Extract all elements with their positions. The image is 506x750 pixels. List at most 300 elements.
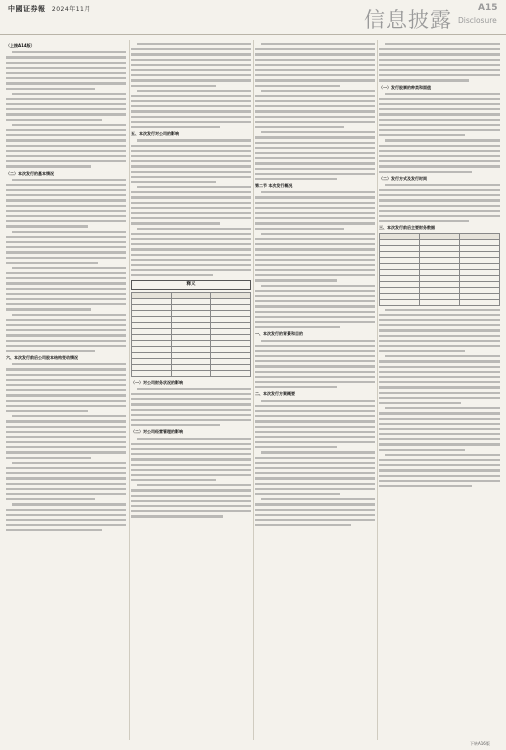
text-line bbox=[131, 222, 220, 224]
text-line bbox=[6, 472, 126, 474]
text-line bbox=[131, 110, 251, 112]
article-columns bbox=[6, 40, 500, 740]
text-line bbox=[131, 95, 251, 97]
text-line bbox=[255, 360, 375, 362]
text-line bbox=[131, 474, 251, 476]
column-1 bbox=[6, 40, 126, 740]
text-line bbox=[131, 69, 251, 71]
text-line bbox=[255, 321, 375, 323]
table-cell bbox=[460, 299, 500, 305]
text-line bbox=[131, 126, 220, 128]
masthead bbox=[8, 4, 91, 14]
text-line bbox=[6, 410, 88, 412]
text-line bbox=[255, 472, 375, 474]
table-row bbox=[132, 370, 251, 376]
table-cell bbox=[171, 370, 211, 376]
text-line bbox=[379, 113, 500, 115]
table-cell bbox=[132, 370, 172, 376]
table-cell bbox=[380, 299, 420, 305]
text-line bbox=[131, 243, 251, 245]
text-line bbox=[255, 207, 375, 209]
text-line bbox=[6, 113, 126, 115]
text-line bbox=[385, 407, 500, 409]
text-line bbox=[131, 274, 213, 276]
text-line bbox=[6, 319, 126, 321]
section-heading: （二）本次发行的基本情况 bbox=[6, 170, 54, 176]
text-line bbox=[379, 433, 500, 435]
text-line bbox=[261, 233, 375, 235]
text-line bbox=[6, 446, 126, 448]
text-line bbox=[6, 426, 126, 428]
text-line bbox=[255, 509, 375, 511]
text-line bbox=[255, 178, 337, 180]
text-line bbox=[6, 56, 126, 58]
text-line bbox=[255, 238, 375, 240]
text-line bbox=[255, 116, 375, 118]
text-line bbox=[255, 300, 375, 302]
page-header bbox=[0, 0, 506, 35]
text-line bbox=[255, 264, 375, 266]
text-line bbox=[6, 340, 126, 342]
text-line bbox=[255, 162, 375, 164]
text-line bbox=[385, 454, 500, 456]
text-line bbox=[379, 371, 500, 373]
text-line bbox=[131, 489, 251, 491]
text-line bbox=[6, 145, 126, 147]
continuation-note: （上接A14版） bbox=[6, 43, 35, 48]
text-line bbox=[6, 236, 126, 238]
text-line bbox=[6, 246, 126, 248]
text-line bbox=[6, 436, 126, 438]
text-line bbox=[255, 48, 375, 50]
text-line bbox=[255, 477, 375, 479]
text-line bbox=[255, 142, 375, 144]
text-line bbox=[255, 365, 375, 367]
text-line bbox=[6, 77, 126, 79]
text-line bbox=[6, 194, 126, 196]
text-line bbox=[12, 314, 126, 316]
text-line bbox=[12, 51, 126, 53]
text-line bbox=[131, 53, 251, 55]
text-line bbox=[131, 116, 251, 118]
text-line bbox=[137, 90, 251, 92]
text-line bbox=[6, 441, 126, 443]
text-line bbox=[6, 272, 126, 274]
text-line bbox=[131, 145, 251, 147]
text-line bbox=[6, 139, 126, 141]
text-line bbox=[379, 53, 500, 55]
text-line bbox=[137, 186, 251, 188]
text-line bbox=[6, 394, 126, 396]
text-line bbox=[6, 67, 126, 69]
text-line bbox=[255, 269, 375, 271]
text-line bbox=[255, 243, 375, 245]
text-line bbox=[6, 374, 126, 376]
text-line bbox=[6, 303, 126, 305]
text-line bbox=[6, 420, 126, 422]
text-line bbox=[385, 43, 500, 45]
text-line bbox=[379, 74, 500, 76]
text-line bbox=[131, 409, 251, 411]
text-line bbox=[131, 74, 251, 76]
text-line bbox=[137, 228, 251, 230]
text-line bbox=[131, 160, 251, 162]
text-line bbox=[131, 207, 251, 209]
section-heading: （一）对公司财务状况的影响 bbox=[131, 379, 183, 385]
text-line bbox=[255, 274, 375, 276]
text-line bbox=[131, 414, 251, 416]
text-line bbox=[131, 510, 251, 512]
text-line bbox=[379, 215, 500, 217]
text-line bbox=[255, 69, 375, 71]
text-line bbox=[385, 355, 500, 357]
text-line bbox=[379, 79, 469, 81]
text-line bbox=[379, 314, 500, 316]
text-line bbox=[6, 199, 126, 201]
text-line bbox=[131, 248, 251, 250]
text-line bbox=[385, 309, 500, 311]
text-line bbox=[379, 475, 500, 477]
text-line bbox=[6, 257, 126, 259]
text-line bbox=[137, 139, 251, 141]
text-line bbox=[131, 171, 251, 173]
text-line bbox=[255, 376, 375, 378]
text-line bbox=[255, 59, 375, 61]
text-line bbox=[131, 254, 251, 256]
text-line bbox=[379, 418, 500, 420]
text-line bbox=[379, 155, 500, 157]
text-line bbox=[6, 400, 126, 402]
text-line bbox=[6, 62, 126, 64]
text-line bbox=[379, 329, 500, 331]
text-line bbox=[131, 121, 251, 123]
text-line bbox=[255, 467, 375, 469]
text-line bbox=[131, 398, 251, 400]
text-line bbox=[131, 181, 216, 183]
text-line bbox=[131, 48, 251, 50]
text-line bbox=[6, 431, 126, 433]
text-line bbox=[379, 64, 500, 66]
table-cell bbox=[211, 370, 251, 376]
text-line bbox=[255, 519, 375, 521]
column-3 bbox=[255, 40, 375, 740]
text-line bbox=[255, 462, 375, 464]
section-heading: （二）发行方式及发行时间 bbox=[379, 175, 427, 181]
text-line bbox=[6, 72, 126, 74]
text-line bbox=[379, 443, 500, 445]
text-line bbox=[137, 388, 251, 390]
text-line bbox=[255, 100, 375, 102]
section-heading: （二）对公司经营管理的影响 bbox=[131, 429, 183, 435]
section-heading: 二、本次发行方案概要 bbox=[255, 391, 295, 397]
text-line bbox=[255, 483, 375, 485]
text-line bbox=[131, 393, 251, 395]
text-line bbox=[261, 90, 375, 92]
text-line bbox=[255, 386, 337, 388]
text-line bbox=[379, 108, 500, 110]
text-line bbox=[6, 205, 126, 207]
text-line bbox=[255, 202, 375, 204]
text-line bbox=[6, 220, 126, 222]
text-line bbox=[131, 495, 251, 497]
text-line bbox=[6, 165, 91, 167]
text-line bbox=[255, 436, 375, 438]
text-line bbox=[255, 311, 375, 313]
text-line bbox=[6, 277, 126, 279]
text-line bbox=[379, 340, 500, 342]
text-line bbox=[379, 134, 465, 136]
text-line bbox=[379, 386, 500, 388]
text-line bbox=[6, 184, 126, 186]
text-line bbox=[131, 176, 251, 178]
text-line bbox=[6, 293, 126, 295]
section-heading: 三、本次发行前后主要财务数据 bbox=[379, 225, 435, 231]
text-line bbox=[131, 79, 251, 81]
text-line bbox=[379, 150, 500, 152]
text-line bbox=[137, 438, 251, 440]
text-line bbox=[255, 196, 375, 198]
text-line bbox=[131, 464, 251, 466]
text-line bbox=[255, 488, 375, 490]
text-line bbox=[255, 420, 375, 422]
text-line bbox=[379, 103, 500, 105]
text-line bbox=[379, 412, 500, 414]
text-line bbox=[6, 389, 126, 391]
text-line bbox=[255, 126, 344, 128]
text-line bbox=[6, 493, 126, 495]
text-line bbox=[379, 171, 472, 173]
text-line bbox=[6, 160, 126, 162]
section-title: 信息披露 bbox=[364, 8, 452, 32]
text-line bbox=[261, 400, 375, 402]
text-line bbox=[137, 43, 251, 45]
text-line bbox=[131, 500, 251, 502]
text-line bbox=[6, 477, 126, 479]
section-heading: 六、本次发行前后公司股本结构变动情况 bbox=[6, 355, 78, 361]
text-line bbox=[261, 43, 375, 45]
text-line bbox=[255, 228, 344, 230]
text-line bbox=[255, 457, 375, 459]
text-line bbox=[6, 384, 126, 386]
text-line bbox=[131, 515, 223, 517]
text-line bbox=[255, 105, 375, 107]
text-line bbox=[6, 329, 126, 331]
text-line bbox=[255, 74, 375, 76]
text-line bbox=[255, 157, 375, 159]
text-line bbox=[379, 392, 500, 394]
text-line bbox=[379, 335, 500, 337]
continued-note: 下转A16版 bbox=[470, 741, 490, 746]
text-line bbox=[379, 205, 500, 207]
text-line bbox=[131, 105, 251, 107]
text-line bbox=[379, 124, 500, 126]
text-line bbox=[131, 424, 220, 426]
text-line bbox=[255, 493, 340, 495]
text-line bbox=[12, 503, 126, 505]
text-line bbox=[379, 319, 500, 321]
text-line bbox=[6, 251, 126, 253]
text-line bbox=[131, 217, 251, 219]
text-line bbox=[6, 150, 126, 152]
section-heading: 一、本次发行的背景和目的 bbox=[255, 331, 303, 337]
text-line bbox=[131, 59, 251, 61]
text-line bbox=[255, 524, 351, 526]
text-line bbox=[6, 467, 126, 469]
text-line bbox=[379, 360, 500, 362]
text-line bbox=[385, 139, 500, 141]
text-line bbox=[131, 212, 251, 214]
text-line bbox=[379, 345, 500, 347]
text-line bbox=[379, 397, 500, 399]
text-line bbox=[6, 225, 88, 227]
text-line bbox=[131, 64, 251, 66]
text-line bbox=[255, 121, 375, 123]
text-line bbox=[255, 431, 375, 433]
text-line bbox=[255, 426, 375, 428]
section-heading: 五、本次发行对公司的影响 bbox=[131, 131, 179, 137]
text-line bbox=[6, 498, 95, 500]
text-line bbox=[379, 449, 465, 451]
text-line bbox=[131, 150, 251, 152]
text-line bbox=[255, 316, 375, 318]
text-line bbox=[379, 189, 500, 191]
text-line bbox=[12, 231, 126, 233]
text-line bbox=[255, 168, 375, 170]
text-line bbox=[6, 215, 126, 217]
text-line bbox=[6, 457, 91, 459]
text-line bbox=[379, 469, 500, 471]
text-line bbox=[255, 441, 375, 443]
text-line bbox=[131, 196, 251, 198]
text-line bbox=[255, 514, 375, 516]
page-number: A15 bbox=[478, 3, 498, 13]
text-line bbox=[379, 129, 500, 131]
text-line bbox=[255, 254, 375, 256]
text-line bbox=[379, 210, 500, 212]
column-body bbox=[6, 51, 126, 531]
text-line bbox=[6, 514, 126, 516]
section-title-en: Disclosure bbox=[458, 16, 497, 25]
text-line bbox=[379, 69, 500, 71]
text-line bbox=[6, 103, 126, 105]
text-line bbox=[255, 446, 337, 448]
text-line bbox=[379, 480, 500, 482]
text-line bbox=[379, 376, 500, 378]
text-line bbox=[6, 282, 126, 284]
text-line bbox=[255, 85, 340, 87]
text-line bbox=[255, 53, 375, 55]
text-line bbox=[6, 82, 126, 84]
text-line bbox=[131, 264, 251, 266]
text-line bbox=[6, 288, 126, 290]
text-line bbox=[379, 402, 461, 404]
text-line bbox=[255, 410, 375, 412]
text-line bbox=[385, 184, 500, 186]
text-line bbox=[131, 238, 251, 240]
text-line bbox=[6, 324, 126, 326]
text-line bbox=[12, 124, 126, 126]
text-line bbox=[261, 498, 375, 500]
text-line bbox=[131, 453, 251, 455]
text-line bbox=[6, 451, 126, 453]
text-line bbox=[255, 217, 375, 219]
text-line bbox=[6, 108, 126, 110]
text-line bbox=[255, 212, 375, 214]
text-line bbox=[131, 155, 251, 157]
text-line bbox=[255, 350, 375, 352]
text-line bbox=[379, 423, 500, 425]
text-line bbox=[255, 295, 375, 297]
text-line bbox=[255, 64, 375, 66]
text-line bbox=[6, 189, 126, 191]
text-line bbox=[379, 199, 500, 201]
text-line bbox=[6, 210, 126, 212]
text-line bbox=[6, 134, 126, 136]
text-line bbox=[255, 248, 375, 250]
text-line bbox=[255, 110, 375, 112]
text-line bbox=[255, 503, 375, 505]
text-line bbox=[379, 324, 500, 326]
text-line bbox=[255, 290, 375, 292]
column-body bbox=[255, 43, 375, 526]
table-cell bbox=[420, 299, 460, 305]
text-line bbox=[131, 403, 251, 405]
text-line bbox=[6, 524, 126, 526]
text-line bbox=[12, 179, 126, 181]
text-line bbox=[255, 279, 337, 281]
text-line bbox=[379, 59, 500, 61]
text-line bbox=[261, 285, 375, 287]
text-line bbox=[6, 345, 126, 347]
text-line bbox=[131, 269, 251, 271]
text-line bbox=[255, 95, 375, 97]
text-line bbox=[131, 419, 251, 421]
text-line bbox=[379, 366, 500, 368]
text-line bbox=[6, 488, 126, 490]
text-line bbox=[12, 363, 126, 365]
text-line bbox=[255, 136, 375, 138]
text-line bbox=[379, 438, 500, 440]
column-body bbox=[131, 43, 251, 518]
column-2 bbox=[131, 40, 251, 740]
text-line bbox=[131, 165, 251, 167]
text-line bbox=[131, 259, 251, 261]
text-line bbox=[131, 100, 251, 102]
text-line bbox=[6, 509, 126, 511]
text-line bbox=[379, 428, 500, 430]
text-line bbox=[6, 129, 126, 131]
text-line bbox=[261, 340, 375, 342]
text-line bbox=[131, 233, 251, 235]
text-line bbox=[379, 220, 469, 222]
text-line bbox=[131, 458, 251, 460]
text-line bbox=[385, 93, 500, 95]
text-line bbox=[131, 448, 251, 450]
issue-date: 2024年11月 bbox=[51, 6, 91, 13]
text-line bbox=[255, 381, 375, 383]
text-line bbox=[379, 464, 500, 466]
text-line bbox=[12, 415, 126, 417]
text-line bbox=[6, 155, 126, 157]
text-line bbox=[131, 85, 216, 87]
text-line bbox=[131, 469, 251, 471]
newspaper-logo: 中國证券報 bbox=[8, 5, 46, 13]
text-line bbox=[379, 145, 500, 147]
data-table bbox=[131, 292, 251, 377]
text-line bbox=[255, 259, 375, 261]
text-line bbox=[255, 415, 375, 417]
text-line bbox=[6, 119, 102, 121]
